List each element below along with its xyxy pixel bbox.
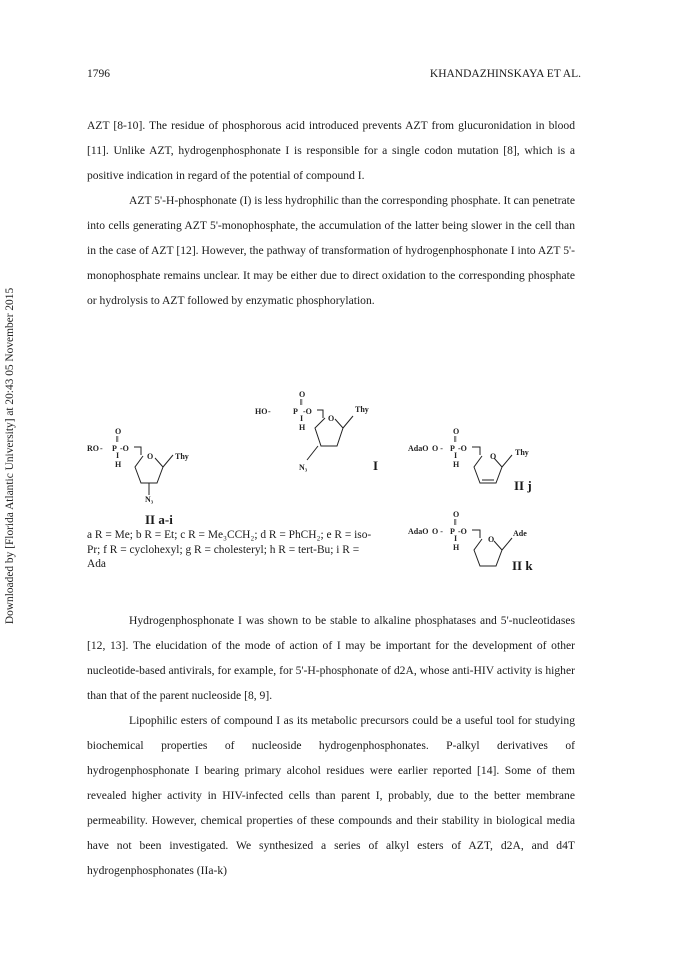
- svg-text:I: I: [454, 451, 458, 460]
- compound-label: II a-i: [145, 512, 173, 527]
- paragraph: AZT 5'-H-phosphonate (I) is less hydrophilic than the corresponding phosphate. It can penetrate into cells generating AZT 5'-monophosphate, the accumulation of the latter being slower in the cell than in the case of AZT [12]. However, the pathway of transformation of hydrogenphosphonate I into AZT 5'-monophosphate remains unclear. It may be either due to direct oxidation to the corresponding phosphate or hydrolysis to AZT followed by enzymatic phosphorylation.: [87, 194, 575, 307]
- structure-compound-I: [255, 388, 385, 478]
- svg-text:‖: ‖: [116, 435, 119, 444]
- svg-text:O: O: [488, 535, 495, 544]
- substituent-legend: a R = Me; b R = Et; c R = Me₃CCH₂; d R = PhCH₂; e R = iso-Pr; f R = cyclohexyl; g R = cholesteryl; h R = tert-Bu; i R = Ada: [87, 529, 372, 570]
- prefix-label: AdaO: [408, 527, 429, 536]
- body-text-bottom: [87, 608, 575, 883]
- prefix-label: AdaO: [408, 444, 429, 453]
- base-label: Thy: [175, 452, 189, 461]
- svg-text:O: O: [490, 452, 497, 461]
- substituent-label: N₃: [145, 495, 154, 504]
- compound-label: I: [373, 458, 379, 473]
- svg-text:I: I: [454, 534, 458, 543]
- svg-text:-: -: [100, 444, 103, 453]
- prefix-label: HO: [255, 407, 268, 416]
- atom-label: O: [115, 427, 122, 436]
- paragraph: AZT [8-10]. The residue of phosphorous acid introduced prevents AZT from glucuronidation in blood [11]. Unlike AZT, hydrogenphosphonate I is responsible for a single codon mutation [8], which is a positive indication in regard of the potential of compound I.: [87, 119, 575, 182]
- atom-label: H: [453, 543, 460, 552]
- compound-label: II k: [512, 558, 533, 573]
- paragraph: Hydrogenphosphonate I was shown to be stable to alkaline phosphatases and 5'-nucleotidases [12, 13]. The elucidation of the mode of action of I may be important for the development of other nucleotide-based antivirals, for example, for 5'-H-phosphonate of d2A, whose anti-HIV activity is higher than that of the parent nucleoside [8, 9].: [87, 614, 575, 702]
- compound-label: II j: [514, 478, 532, 493]
- page-number: 1796: [87, 68, 110, 80]
- svg-text:-O: -O: [458, 444, 467, 453]
- svg-text:O -: O -: [432, 527, 443, 536]
- svg-text:‖: ‖: [300, 398, 303, 407]
- svg-text:-O: -O: [303, 407, 312, 416]
- atom-label: P: [450, 444, 455, 453]
- prefix-label: RO: [87, 444, 99, 453]
- svg-text:‖: ‖: [454, 518, 457, 527]
- svg-text:‖: ‖: [454, 435, 457, 444]
- svg-text:O -: O -: [432, 444, 443, 453]
- atom-label: P: [293, 407, 298, 416]
- download-watermark: Downloaded by [Florida Atlantic University] at 20:43 05 November 2015: [4, 287, 16, 625]
- paragraph: Lipophilic esters of compound I as its metabolic precursors could be a useful tool for studying biochemical properties of nucleoside hydrogenphosphonates. P-alkyl derivatives of hydrogenphosphonate I bearing primary alcohol residues were earlier reported [14]. Some of them revealed higher activity in HIV-infected cells than parent I, probably, due to the better membrane permeability. However, chemical properties of these compounds and their stability in biological media have not been investigated. We synthesized a series of alkyl esters of AZT, d2A, and d4T hydrogenphosphonates (IIa-k): [87, 714, 575, 877]
- atom-label: H: [299, 423, 306, 432]
- svg-text:I: I: [116, 451, 120, 460]
- svg-text:-: -: [268, 407, 271, 416]
- atom-label: H: [453, 460, 460, 469]
- substituent-label: N₃: [299, 463, 308, 472]
- svg-text:I: I: [300, 414, 304, 423]
- svg-text:O: O: [147, 452, 154, 461]
- running-header: [87, 68, 581, 80]
- atom-label: H: [115, 460, 122, 469]
- base-label: Ade: [513, 529, 527, 538]
- atom-label: O: [453, 427, 460, 436]
- svg-text:-O: -O: [458, 527, 467, 536]
- structure-compound-II: [87, 425, 217, 507]
- base-label: Thy: [515, 448, 529, 457]
- svg-text:O: O: [328, 414, 335, 423]
- atom-label: O: [453, 510, 460, 519]
- body-text-top: [87, 113, 575, 313]
- running-title: KHANDAZHINSKAYA ET AL.: [429, 68, 581, 80]
- svg-text:-O: -O: [120, 444, 129, 453]
- atom-label: P: [450, 527, 455, 536]
- base-label: Thy: [355, 405, 369, 414]
- atom-label: P: [112, 444, 117, 453]
- atom-label: O: [299, 390, 306, 399]
